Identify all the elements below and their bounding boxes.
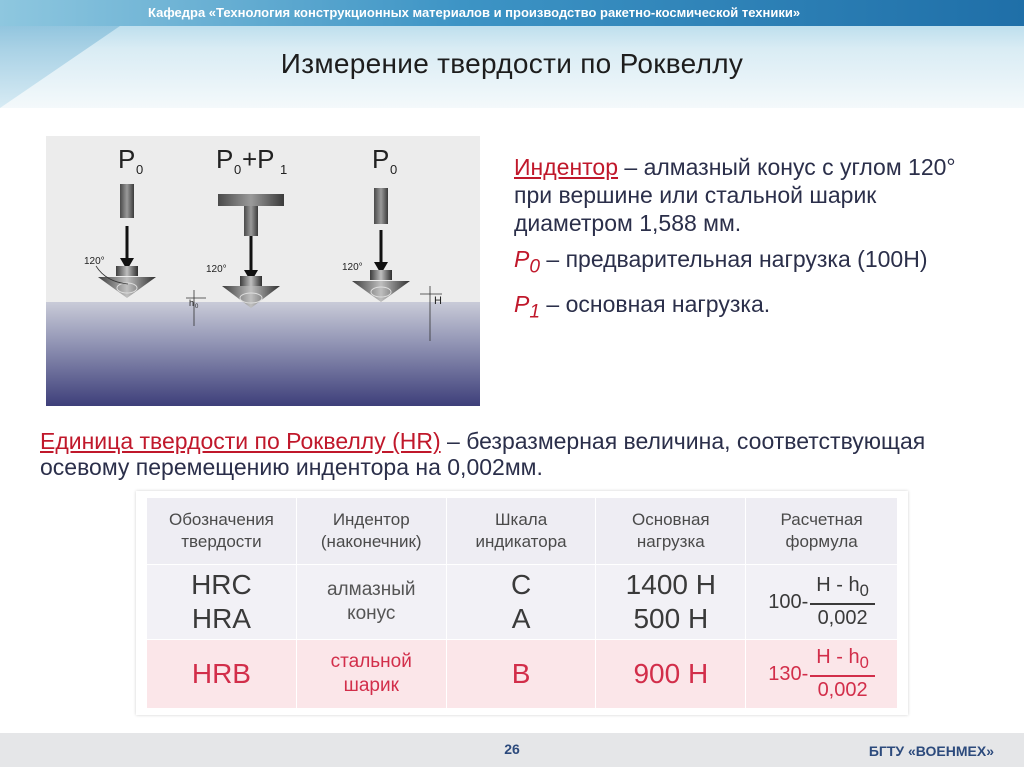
p0-paragraph	[514, 245, 984, 282]
p1-symbol: P	[514, 290, 530, 317]
university-name: БГТУ «ВОЕНМЕХ»	[868, 743, 994, 759]
slide-header	[0, 0, 1024, 108]
p1-subscript: 1	[529, 301, 540, 323]
p0p1-plus: +P	[242, 144, 275, 174]
designation-cell	[147, 565, 297, 640]
table-header: Индентор (наконечник)	[296, 498, 446, 565]
table-row	[147, 565, 898, 640]
table-header: Обозначения твердости	[147, 498, 297, 565]
hr-definition	[40, 428, 1000, 480]
rockwell-indentation-diagram	[46, 136, 480, 406]
p1-paragraph	[514, 290, 984, 327]
hr-term: Единица твердости по Роквеллу (HR)	[40, 428, 441, 454]
formula-denominator: 0,002	[817, 679, 868, 701]
rockwell-table-container	[136, 491, 908, 715]
hr-text: – безразмерная величина, соответствующая осевому перемещению индентора на 0,002мм.	[40, 428, 926, 480]
load-hrc: 1400 Н	[625, 569, 716, 600]
indenter-text: – алмазный конус с углом 120° при вершине или стальной шарик диаметром 1,588 мм.	[514, 154, 956, 236]
angle-label-right: 120°	[342, 262, 363, 273]
indenter-line: алмазный	[326, 579, 416, 600]
load-cell	[596, 565, 746, 640]
indenter-paragraph	[514, 153, 984, 237]
formula-numerator: H - $h_0$	[810, 646, 875, 677]
H-label: H	[434, 295, 442, 307]
indenter-description	[514, 153, 984, 334]
formula-prefix: 130-	[768, 662, 809, 685]
p0-text: – предварительная нагрузка (100Н)	[540, 246, 928, 272]
p0-right-sub: 0	[390, 162, 398, 177]
indenter-cell	[296, 565, 446, 640]
p0-symbol: P	[514, 246, 530, 272]
designation-cell: HRB	[147, 640, 297, 709]
formula	[747, 646, 896, 702]
p0p1-label: P	[216, 144, 234, 174]
p0-left-sub: 0	[136, 162, 144, 177]
formula	[747, 574, 896, 630]
load-hra: 500 Н	[633, 603, 709, 634]
page-number: 26	[504, 741, 520, 757]
formula-fraction	[810, 574, 875, 630]
indenter-line: конус	[347, 603, 396, 624]
scale-a: A	[511, 603, 531, 634]
indenter-line: стальной	[330, 651, 412, 672]
slide-title: Измерение твердости по Роквеллу	[280, 48, 744, 79]
scale-cell: B	[446, 640, 596, 709]
formula-fraction	[810, 646, 875, 702]
designation-hrc: HRC	[191, 569, 252, 600]
slide-footer	[0, 733, 1024, 767]
formula-cell	[746, 565, 898, 640]
angle-label-center: 120°	[206, 264, 227, 275]
p0-right-label: P	[372, 144, 390, 174]
p0-left-label: P	[118, 144, 136, 174]
indenter-line: шарик	[343, 675, 399, 696]
formula-numerator: H - $h_0$	[810, 574, 875, 605]
scale-cell	[446, 565, 596, 640]
h0-label: h	[189, 298, 195, 308]
formula-prefix: 100-	[768, 590, 809, 613]
table-header: Расчетная формула	[746, 498, 898, 565]
p1-text: – основная нагрузка.	[540, 290, 771, 317]
angle-label-left: 120°	[84, 256, 105, 267]
indenter-cell	[296, 640, 446, 709]
designation-hra: HRA	[191, 603, 251, 634]
indenter-term: Индентор	[514, 154, 619, 180]
p0p1-sub0: 0	[234, 162, 242, 177]
formula-denominator: 0,002	[817, 607, 868, 629]
table-header: Шкала индикатора	[446, 498, 596, 565]
load-cell: 900 Н	[596, 640, 746, 709]
p0-subscript: 0	[529, 256, 540, 278]
department-name: Кафедра «Технология конструкционных материалов и производство ракетно-космической техники»	[148, 5, 801, 20]
header-bar	[0, 0, 1024, 26]
h0-sub: 0	[195, 304, 199, 310]
table-row	[147, 640, 898, 709]
specimen-surface	[46, 302, 480, 406]
p0p1-sub1: 1	[280, 162, 288, 177]
formula-cell	[746, 640, 898, 709]
scale-c: C	[510, 569, 532, 600]
rockwell-scales-table	[146, 497, 898, 709]
table-header-row	[147, 498, 898, 565]
table-header: Основная нагрузка	[596, 498, 746, 565]
